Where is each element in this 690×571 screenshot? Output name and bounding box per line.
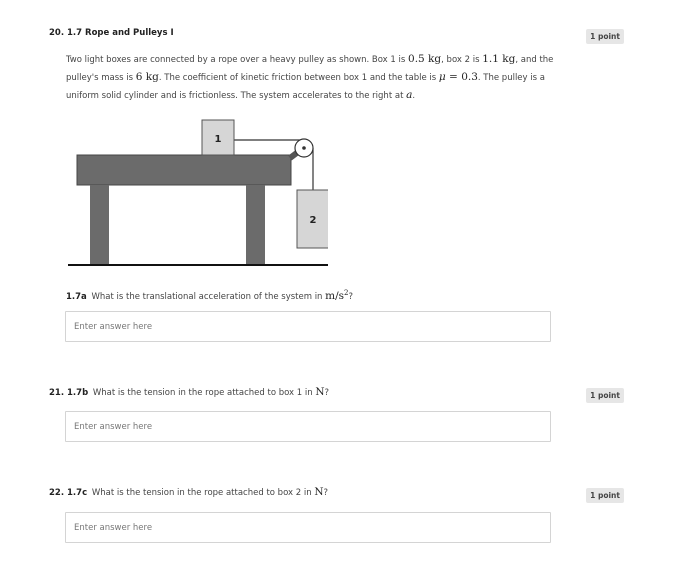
unit: m/s — [325, 289, 345, 302]
box2-mass: 1.1 kg — [482, 53, 516, 65]
prompt-text: What is the translational acceleration of the system in — [91, 291, 326, 302]
question-description — [66, 51, 556, 105]
question-22-prompt — [49, 486, 328, 498]
points-badge: 1 point — [586, 388, 624, 403]
box-2-label: 2 — [309, 215, 317, 226]
pulley-diagram — [68, 112, 328, 275]
desc-text: . The pulley is a uniform solid cylinder and is frictionless. The system accelerates to the right at — [66, 73, 545, 101]
box1-mass: 0.5 kg — [408, 53, 442, 65]
desc-text: Two light boxes are connected by a rope over a heavy pulley as shown. Box 1 is — [66, 55, 409, 65]
table-leg-left — [90, 185, 109, 265]
answer-input-1-7c[interactable] — [65, 512, 551, 543]
prompt-end: ? — [323, 488, 329, 498]
acceleration-symbol: a — [406, 89, 413, 101]
friction-symbol: μ — [438, 71, 446, 83]
question-22-title: 22. 1.7c — [49, 488, 88, 498]
desc-text: . — [412, 91, 416, 101]
answer-input-1-7b[interactable] — [65, 411, 551, 442]
desc-text: , box 2 is — [441, 55, 483, 65]
pulley-mass: 6 kg — [135, 71, 159, 83]
unit: N — [314, 486, 324, 498]
prompt-end: ? — [348, 291, 354, 302]
subquestion-label: 1.7a — [66, 291, 87, 302]
box-1-label: 1 — [214, 134, 222, 145]
desc-text: , and the pulley's mass is — [66, 55, 554, 83]
table-leg-right — [246, 185, 265, 265]
prompt-text: What is the tension in the rope attached to box 2 in — [91, 488, 315, 498]
prompt-text: What is the tension in the rope attached to box 1 in — [92, 388, 316, 398]
question-21-prompt — [49, 386, 329, 398]
table-top — [77, 155, 291, 185]
points-badge: 1 point — [586, 29, 624, 44]
friction-value: = 0.3 — [445, 71, 478, 83]
pulley-diagram-svg — [68, 112, 328, 272]
unit-exponent: 2 — [344, 289, 349, 297]
prompt-end: ? — [324, 388, 330, 398]
answer-input-1-7a[interactable] — [65, 311, 551, 342]
desc-text: . The coefficient of kinetic friction between box 1 and the table is — [158, 73, 439, 83]
question-21-title: 21. 1.7b — [49, 388, 89, 398]
points-badge: 1 point — [586, 488, 624, 503]
question-20-title: 20. 1.7 Rope and Pulleys I — [49, 28, 174, 38]
unit: N — [315, 386, 325, 398]
question-prompt — [66, 289, 353, 302]
pulley-axle — [302, 146, 306, 150]
